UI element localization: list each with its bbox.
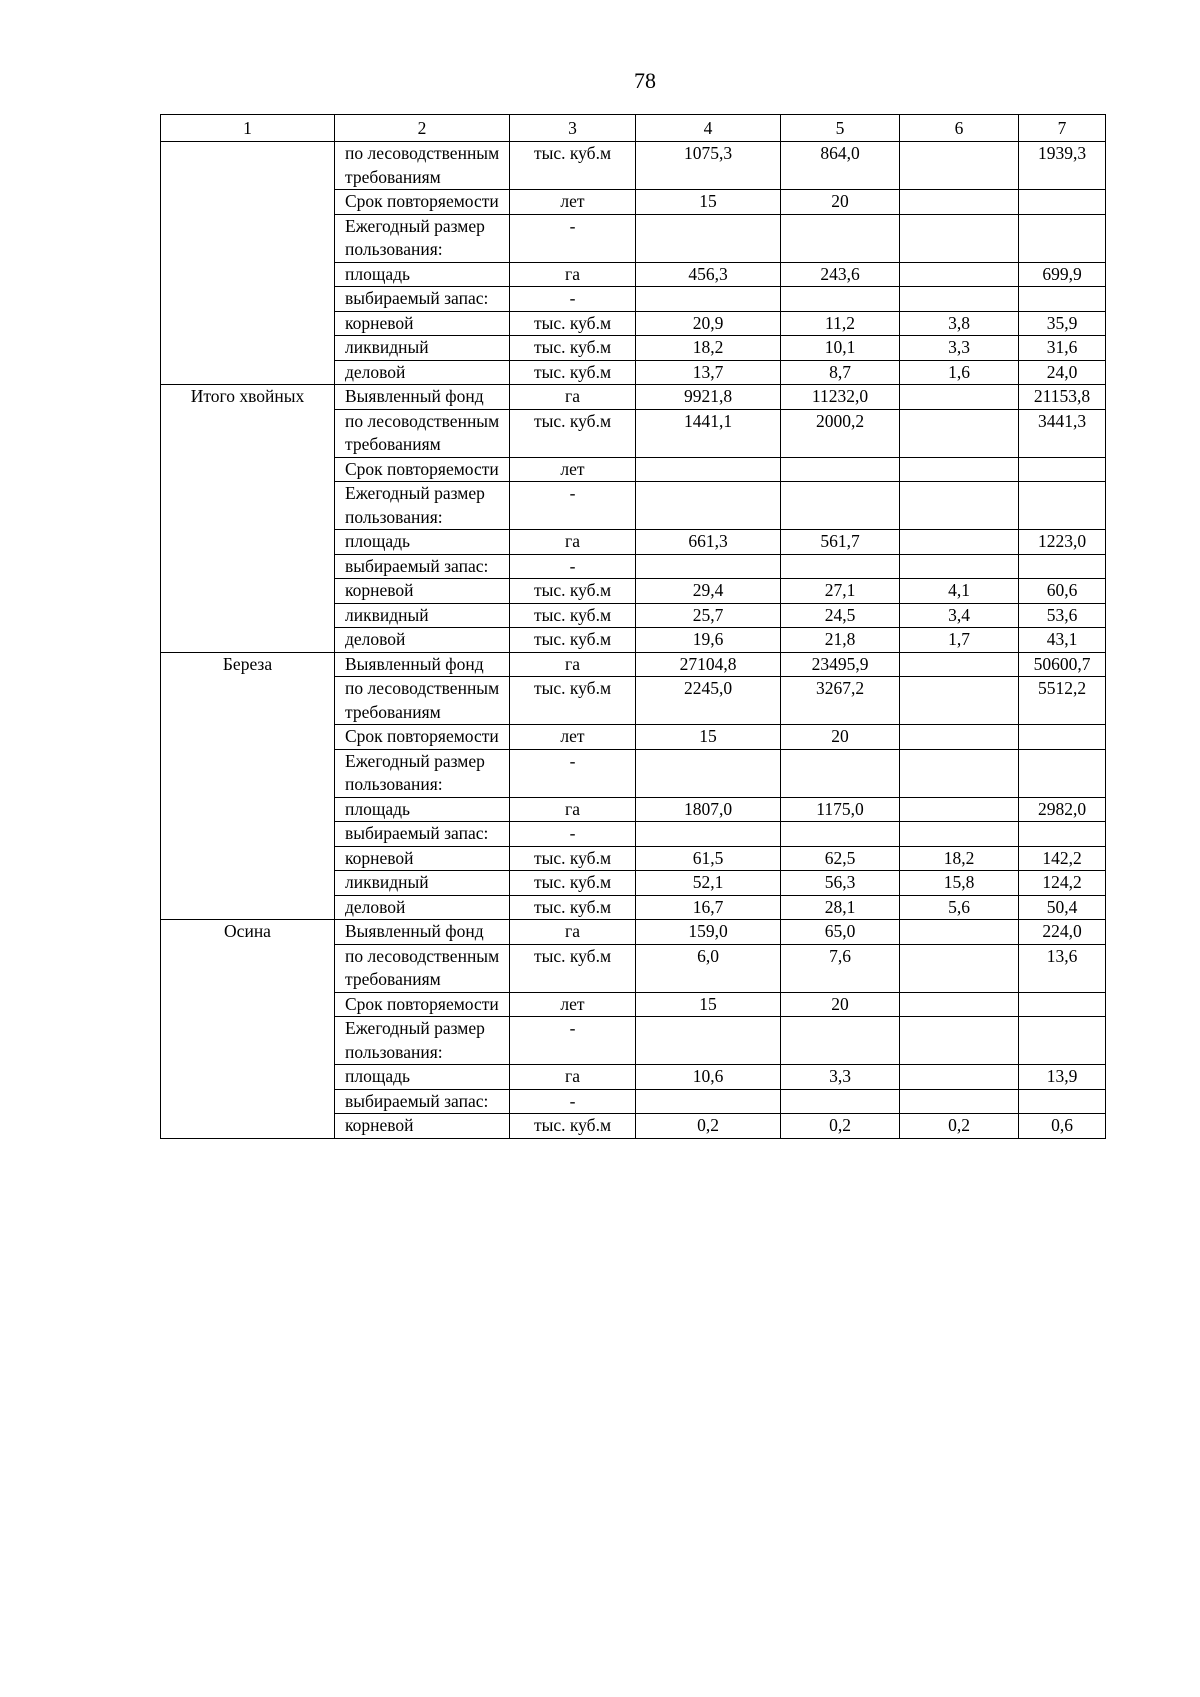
value-cell-col6: 15,8 bbox=[900, 871, 1019, 896]
value-cell-col4 bbox=[636, 554, 781, 579]
value-cell-col6 bbox=[900, 482, 1019, 530]
label-cell: Ежегодный размер пользования: bbox=[335, 214, 510, 262]
value-cell-col7: 53,6 bbox=[1019, 603, 1106, 628]
group-cell: Береза bbox=[161, 652, 335, 920]
value-cell-col5: 0,2 bbox=[781, 1114, 900, 1139]
value-cell-col5: 20 bbox=[781, 190, 900, 215]
unit-cell: га bbox=[510, 1065, 636, 1090]
unit-cell: тыс. куб.м bbox=[510, 1114, 636, 1139]
value-cell-col7 bbox=[1019, 214, 1106, 262]
label-cell: Ежегодный размер пользования: bbox=[335, 749, 510, 797]
value-cell-col5: 65,0 bbox=[781, 920, 900, 945]
unit-cell: тыс. куб.м bbox=[510, 142, 636, 190]
value-cell-col6 bbox=[900, 190, 1019, 215]
value-cell-col7 bbox=[1019, 554, 1106, 579]
table-row bbox=[161, 385, 1106, 410]
value-cell-col4: 15 bbox=[636, 190, 781, 215]
value-cell-col4 bbox=[636, 482, 781, 530]
unit-cell: га bbox=[510, 920, 636, 945]
value-cell-col4: 661,3 bbox=[636, 530, 781, 555]
value-cell-col6 bbox=[900, 677, 1019, 725]
value-cell-col6 bbox=[900, 554, 1019, 579]
unit-cell: тыс. куб.м bbox=[510, 360, 636, 385]
value-cell-col4: 1807,0 bbox=[636, 797, 781, 822]
value-cell-col4: 29,4 bbox=[636, 579, 781, 604]
header-cell-5: 5 bbox=[781, 115, 900, 142]
label-cell: по лесоводственным требованиям bbox=[335, 677, 510, 725]
value-cell-col4: 52,1 bbox=[636, 871, 781, 896]
value-cell-col5: 3,3 bbox=[781, 1065, 900, 1090]
value-cell-col6: 3,8 bbox=[900, 311, 1019, 336]
label-cell: площадь bbox=[335, 1065, 510, 1090]
value-cell-col6 bbox=[900, 409, 1019, 457]
value-cell-col7: 3441,3 bbox=[1019, 409, 1106, 457]
value-cell-col4 bbox=[636, 457, 781, 482]
value-cell-col4: 13,7 bbox=[636, 360, 781, 385]
unit-cell: га bbox=[510, 797, 636, 822]
header-row bbox=[161, 115, 1106, 142]
value-cell-col6 bbox=[900, 530, 1019, 555]
value-cell-col6 bbox=[900, 214, 1019, 262]
unit-cell: тыс. куб.м bbox=[510, 846, 636, 871]
table-row bbox=[161, 652, 1106, 677]
value-cell-col5: 27,1 bbox=[781, 579, 900, 604]
value-cell-col6: 0,2 bbox=[900, 1114, 1019, 1139]
value-cell-col4 bbox=[636, 287, 781, 312]
unit-cell: тыс. куб.м bbox=[510, 409, 636, 457]
value-cell-col6 bbox=[900, 385, 1019, 410]
value-cell-col6: 3,4 bbox=[900, 603, 1019, 628]
unit-cell: тыс. куб.м bbox=[510, 628, 636, 653]
value-cell-col7: 60,6 bbox=[1019, 579, 1106, 604]
header-cell-1: 1 bbox=[161, 115, 335, 142]
value-cell-col5: 561,7 bbox=[781, 530, 900, 555]
value-cell-col6 bbox=[900, 262, 1019, 287]
value-cell-col4: 1441,1 bbox=[636, 409, 781, 457]
table-row bbox=[161, 920, 1106, 945]
label-cell: корневой bbox=[335, 1114, 510, 1139]
value-cell-col7: 43,1 bbox=[1019, 628, 1106, 653]
value-cell-col5 bbox=[781, 1089, 900, 1114]
value-cell-col4: 159,0 bbox=[636, 920, 781, 945]
value-cell-col6 bbox=[900, 1017, 1019, 1065]
value-cell-col7 bbox=[1019, 725, 1106, 750]
value-cell-col6 bbox=[900, 142, 1019, 190]
value-cell-col6 bbox=[900, 749, 1019, 797]
label-cell: корневой bbox=[335, 311, 510, 336]
unit-cell: тыс. куб.м bbox=[510, 677, 636, 725]
value-cell-col7: 13,9 bbox=[1019, 1065, 1106, 1090]
label-cell: Срок повторяемости bbox=[335, 725, 510, 750]
value-cell-col4: 0,2 bbox=[636, 1114, 781, 1139]
value-cell-col7 bbox=[1019, 457, 1106, 482]
label-cell: Ежегодный размер пользования: bbox=[335, 482, 510, 530]
value-cell-col4 bbox=[636, 214, 781, 262]
value-cell-col6 bbox=[900, 457, 1019, 482]
label-cell: по лесоводственным требованиям bbox=[335, 944, 510, 992]
value-cell-col6 bbox=[900, 1089, 1019, 1114]
value-cell-col5: 24,5 bbox=[781, 603, 900, 628]
value-cell-col7: 2982,0 bbox=[1019, 797, 1106, 822]
unit-cell: га bbox=[510, 385, 636, 410]
label-cell: по лесоводственным требованиям bbox=[335, 142, 510, 190]
label-cell: по лесоводственным требованиям bbox=[335, 409, 510, 457]
value-cell-col7: 50,4 bbox=[1019, 895, 1106, 920]
unit-cell: - bbox=[510, 287, 636, 312]
value-cell-col5: 1175,0 bbox=[781, 797, 900, 822]
unit-cell: - bbox=[510, 554, 636, 579]
value-cell-col7 bbox=[1019, 1089, 1106, 1114]
value-cell-col4: 18,2 bbox=[636, 336, 781, 361]
value-cell-col5: 8,7 bbox=[781, 360, 900, 385]
unit-cell: тыс. куб.м bbox=[510, 311, 636, 336]
unit-cell: тыс. куб.м bbox=[510, 603, 636, 628]
value-cell-col4: 27104,8 bbox=[636, 652, 781, 677]
unit-cell: - bbox=[510, 1089, 636, 1114]
label-cell: площадь bbox=[335, 530, 510, 555]
unit-cell: - bbox=[510, 1017, 636, 1065]
table-body bbox=[161, 115, 1106, 1139]
value-cell-col4: 61,5 bbox=[636, 846, 781, 871]
value-cell-col6 bbox=[900, 287, 1019, 312]
value-cell-col4: 2245,0 bbox=[636, 677, 781, 725]
unit-cell: - bbox=[510, 749, 636, 797]
label-cell: Выявленный фонд bbox=[335, 652, 510, 677]
value-cell-col6 bbox=[900, 725, 1019, 750]
unit-cell: га bbox=[510, 530, 636, 555]
value-cell-col7: 1223,0 bbox=[1019, 530, 1106, 555]
value-cell-col7: 142,2 bbox=[1019, 846, 1106, 871]
value-cell-col6 bbox=[900, 797, 1019, 822]
group-cell: Осина bbox=[161, 920, 335, 1139]
value-cell-col7: 699,9 bbox=[1019, 262, 1106, 287]
unit-cell: - bbox=[510, 482, 636, 530]
label-cell: корневой bbox=[335, 846, 510, 871]
label-cell: деловой bbox=[335, 628, 510, 653]
value-cell-col4 bbox=[636, 749, 781, 797]
label-cell: Ежегодный размер пользования: bbox=[335, 1017, 510, 1065]
value-cell-col6 bbox=[900, 992, 1019, 1017]
unit-cell: лет bbox=[510, 190, 636, 215]
value-cell-col7 bbox=[1019, 482, 1106, 530]
value-cell-col5: 11,2 bbox=[781, 311, 900, 336]
value-cell-col4: 456,3 bbox=[636, 262, 781, 287]
label-cell: деловой bbox=[335, 360, 510, 385]
value-cell-col6: 1,6 bbox=[900, 360, 1019, 385]
table-row bbox=[161, 142, 1106, 190]
label-cell: деловой bbox=[335, 895, 510, 920]
value-cell-col5: 243,6 bbox=[781, 262, 900, 287]
value-cell-col4: 15 bbox=[636, 992, 781, 1017]
value-cell-col5 bbox=[781, 214, 900, 262]
value-cell-col4 bbox=[636, 1017, 781, 1065]
value-cell-col5: 11232,0 bbox=[781, 385, 900, 410]
value-cell-col4 bbox=[636, 822, 781, 847]
value-cell-col7 bbox=[1019, 287, 1106, 312]
value-cell-col7: 31,6 bbox=[1019, 336, 1106, 361]
label-cell: Выявленный фонд bbox=[335, 385, 510, 410]
value-cell-col7 bbox=[1019, 822, 1106, 847]
value-cell-col7: 1939,3 bbox=[1019, 142, 1106, 190]
value-cell-col5 bbox=[781, 749, 900, 797]
unit-cell: тыс. куб.м bbox=[510, 944, 636, 992]
value-cell-col4: 10,6 bbox=[636, 1065, 781, 1090]
unit-cell: лет bbox=[510, 992, 636, 1017]
value-cell-col5 bbox=[781, 457, 900, 482]
value-cell-col6: 18,2 bbox=[900, 846, 1019, 871]
value-cell-col5: 7,6 bbox=[781, 944, 900, 992]
value-cell-col5 bbox=[781, 482, 900, 530]
label-cell: Срок повторяемости bbox=[335, 457, 510, 482]
value-cell-col7: 13,6 bbox=[1019, 944, 1106, 992]
unit-cell: - bbox=[510, 822, 636, 847]
value-cell-col6 bbox=[900, 1065, 1019, 1090]
value-cell-col6: 3,3 bbox=[900, 336, 1019, 361]
value-cell-col4: 16,7 bbox=[636, 895, 781, 920]
unit-cell: га bbox=[510, 262, 636, 287]
unit-cell: тыс. куб.м bbox=[510, 579, 636, 604]
unit-cell: тыс. куб.м bbox=[510, 895, 636, 920]
value-cell-col4: 6,0 bbox=[636, 944, 781, 992]
page-number: 78 bbox=[634, 68, 656, 93]
value-cell-col4: 15 bbox=[636, 725, 781, 750]
value-cell-col6: 1,7 bbox=[900, 628, 1019, 653]
value-cell-col5: 864,0 bbox=[781, 142, 900, 190]
value-cell-col5: 56,3 bbox=[781, 871, 900, 896]
value-cell-col6: 4,1 bbox=[900, 579, 1019, 604]
value-cell-col7: 21153,8 bbox=[1019, 385, 1106, 410]
unit-cell: тыс. куб.м bbox=[510, 871, 636, 896]
value-cell-col7: 224,0 bbox=[1019, 920, 1106, 945]
value-cell-col7: 24,0 bbox=[1019, 360, 1106, 385]
header-cell-7: 7 bbox=[1019, 115, 1106, 142]
value-cell-col7: 35,9 bbox=[1019, 311, 1106, 336]
label-cell: Срок повторяемости bbox=[335, 992, 510, 1017]
value-cell-col6: 5,6 bbox=[900, 895, 1019, 920]
value-cell-col5: 3267,2 bbox=[781, 677, 900, 725]
value-cell-col7: 0,6 bbox=[1019, 1114, 1106, 1139]
value-cell-col7 bbox=[1019, 1017, 1106, 1065]
label-cell: Выявленный фонд bbox=[335, 920, 510, 945]
value-cell-col6 bbox=[900, 944, 1019, 992]
header-cell-3: 3 bbox=[510, 115, 636, 142]
value-cell-col5 bbox=[781, 1017, 900, 1065]
value-cell-col4: 9921,8 bbox=[636, 385, 781, 410]
group-cell: Итого хвойных bbox=[161, 385, 335, 653]
unit-cell: лет bbox=[510, 457, 636, 482]
value-cell-col4: 19,6 bbox=[636, 628, 781, 653]
value-cell-col5: 62,5 bbox=[781, 846, 900, 871]
value-cell-col5: 21,8 bbox=[781, 628, 900, 653]
unit-cell: тыс. куб.м bbox=[510, 336, 636, 361]
label-cell: корневой bbox=[335, 579, 510, 604]
value-cell-col7 bbox=[1019, 749, 1106, 797]
unit-cell: лет bbox=[510, 725, 636, 750]
value-cell-col7: 124,2 bbox=[1019, 871, 1106, 896]
label-cell: ликвидный bbox=[335, 871, 510, 896]
value-cell-col5: 20 bbox=[781, 992, 900, 1017]
label-cell: ликвидный bbox=[335, 603, 510, 628]
value-cell-col5: 2000,2 bbox=[781, 409, 900, 457]
label-cell: площадь bbox=[335, 262, 510, 287]
group-cell bbox=[161, 142, 335, 385]
value-cell-col5: 20 bbox=[781, 725, 900, 750]
unit-cell: га bbox=[510, 652, 636, 677]
label-cell: выбираемый запас: bbox=[335, 554, 510, 579]
label-cell: площадь bbox=[335, 797, 510, 822]
header-cell-6: 6 bbox=[900, 115, 1019, 142]
value-cell-col5 bbox=[781, 554, 900, 579]
forest-use-table bbox=[160, 114, 1106, 1139]
label-cell: выбираемый запас: bbox=[335, 1089, 510, 1114]
value-cell-col4 bbox=[636, 1089, 781, 1114]
value-cell-col4: 20,9 bbox=[636, 311, 781, 336]
value-cell-col5: 10,1 bbox=[781, 336, 900, 361]
label-cell: ликвидный bbox=[335, 336, 510, 361]
value-cell-col5 bbox=[781, 822, 900, 847]
label-cell: выбираемый запас: bbox=[335, 287, 510, 312]
value-cell-col5: 28,1 bbox=[781, 895, 900, 920]
value-cell-col7: 50600,7 bbox=[1019, 652, 1106, 677]
value-cell-col7 bbox=[1019, 992, 1106, 1017]
value-cell-col6 bbox=[900, 822, 1019, 847]
label-cell: Срок повторяемости bbox=[335, 190, 510, 215]
value-cell-col5: 23495,9 bbox=[781, 652, 900, 677]
value-cell-col7: 5512,2 bbox=[1019, 677, 1106, 725]
value-cell-col6 bbox=[900, 652, 1019, 677]
unit-cell: - bbox=[510, 214, 636, 262]
value-cell-col4: 25,7 bbox=[636, 603, 781, 628]
header-cell-4: 4 bbox=[636, 115, 781, 142]
header-cell-2: 2 bbox=[335, 115, 510, 142]
value-cell-col6 bbox=[900, 920, 1019, 945]
value-cell-col5 bbox=[781, 287, 900, 312]
value-cell-col4: 1075,3 bbox=[636, 142, 781, 190]
label-cell: выбираемый запас: bbox=[335, 822, 510, 847]
value-cell-col7 bbox=[1019, 190, 1106, 215]
